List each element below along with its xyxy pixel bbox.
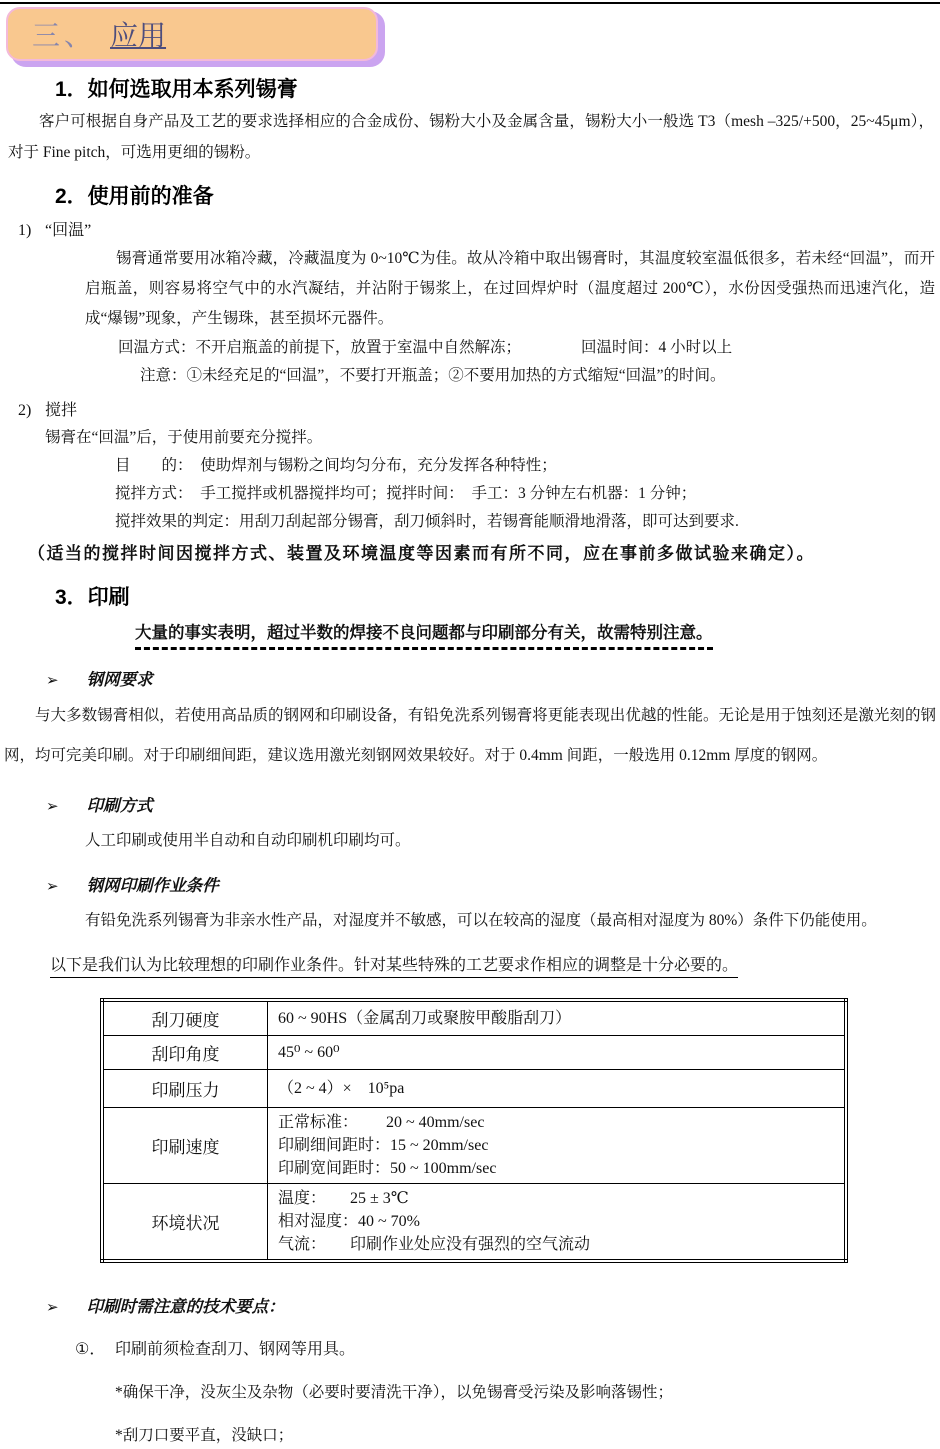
rewarm-method: 回温方式：不开启瓶盖的前提下，放置于室温中自然解冻； xyxy=(118,339,522,356)
arrow-bullet-icon: ➢ xyxy=(46,673,59,689)
item1-method-line xyxy=(118,334,940,362)
conditions-note: 以下是我们认为比较理想的印刷作业条件。针对某些特殊的工艺要求作相应的调整是十分必要的。 xyxy=(50,952,738,978)
item2-marker: 2) xyxy=(18,402,32,419)
arrow-bullet-icon: ➢ xyxy=(46,799,59,815)
circled-one-marker: ①． xyxy=(75,1341,106,1358)
table-value-cell xyxy=(268,1108,847,1184)
print-conditions-paragraph: 有铅免洗系列锡膏为非亲水性产品，对湿度并不敏感，可以在较高的湿度（最高相对湿度为 80%）条件下仍能使用。 xyxy=(85,912,877,929)
table-row xyxy=(102,1108,846,1184)
stir-purpose: 目 的： 使助焊剂与锡粉之间均匀分布，充分发挥各种特性； xyxy=(115,457,557,474)
stir-bold-note: （适当的搅拌时间因搅拌方式、装置及环境温度等因素而有所不同，应在事前多做试验来确定）。 xyxy=(28,544,815,563)
tips-item-1 xyxy=(75,1337,940,1363)
table-value-line: 正常标准： 20 ~ 40mm/sec xyxy=(278,1114,485,1131)
conditions-note-wrap xyxy=(50,952,940,978)
stencil-req-paragraph: 与大多数锡膏相似，若使用高品质的钢网和印刷设备，有铅免洗系列锡膏将更能表现出优越的性能。无论是用于蚀刻还是激光刻的钢网，均可完美印刷。对于印刷细间距，建议选用激光刻钢网效果较好。对于 0.4mm 间距，一般选用 0.12mm 厚度的钢网。 xyxy=(4,707,936,764)
table-value-cell xyxy=(268,1070,847,1108)
tips-sub-1: *确保干净，没灰尘及杂物（必要时要清洗干净），以免锡膏受污染及影响落锡性； xyxy=(115,1384,674,1401)
section1-paragraph: 客户可根据自身产品及工艺的要求选择相应的合金成份、锡粉大小及金属含量，锡粉大小一般选 T3（mesh –325/+500，25~45μm），对于 Fine pitch，可选用更细的锡粉。 xyxy=(8,113,934,161)
stir-machine: 机器：1 分钟； xyxy=(591,485,697,502)
stir-method: 搅拌方式： 手工搅拌或机器搅拌均可； xyxy=(115,485,387,502)
tips-sub-2: *刮刀口要平直，没缺口； xyxy=(115,1427,294,1444)
table-value-line: （2 ~ 4）× 10⁵pa xyxy=(278,1080,405,1097)
bullet-print-tips xyxy=(46,1293,940,1317)
table-row xyxy=(102,1184,846,1262)
table-value-line: 印刷细间距时：15 ~ 20mm/sec xyxy=(278,1137,489,1154)
section1-heading: 1．如何选取用本系列锡膏 xyxy=(55,78,298,101)
rewarm-time: 回温时间：4 小时以上 xyxy=(581,339,733,356)
item2-row xyxy=(18,397,940,424)
document-page xyxy=(0,2,940,1444)
table-row xyxy=(102,1000,846,1036)
item1-marker: 1) xyxy=(18,222,32,239)
table-value-line: 45⁰ ~ 60⁰ xyxy=(278,1044,340,1061)
table-value-cell xyxy=(268,1000,847,1036)
bullet-print-conditions-title: 钢网印刷作业条件 xyxy=(86,877,219,895)
print-statement-wrap xyxy=(135,619,940,650)
arrow-bullet-icon: ➢ xyxy=(46,1300,59,1316)
item1-paragraph: 锡膏通常要用冰箱冷藏，冷藏温度为 0~10℃为佳。故从冷箱中取出锡膏时，其温度较室温低很多，若未经“回温”，而开启瓶盖，则容易将空气中的水汽凝结，并沾附于锡浆上，在过回焊炉时（温度超过 200℃），水份因受强热而迅速汽化，造成“爆锡”现象，产生锡珠，甚至损坏元器件。 xyxy=(85,250,935,327)
bullet-print-conditions xyxy=(46,872,940,896)
section3-heading: 3．印刷 xyxy=(55,586,130,609)
table-label-cell: 刮印角度 xyxy=(102,1036,268,1070)
section2-heading: 2．使用前的准备 xyxy=(55,185,214,208)
stir-judge-line xyxy=(115,508,940,536)
table-value-line: 温度： 25 ± 3℃ xyxy=(278,1190,409,1207)
bullet-stencil-req-title: 钢网要求 xyxy=(86,671,153,689)
stir-method-line xyxy=(115,480,940,508)
bullet-print-tips-title: 印刷时需注意的技术要点： xyxy=(86,1298,285,1316)
banner-title: 应用 xyxy=(110,21,167,52)
table-label-cell: 印刷速度 xyxy=(102,1108,268,1184)
bullet-print-method-title: 印刷方式 xyxy=(86,797,153,815)
table-value-cell xyxy=(268,1036,847,1070)
table-value-line: 气流： 印刷作业处应没有强烈的空气流动 xyxy=(278,1236,591,1253)
page-top-rule xyxy=(0,2,940,4)
stir-time: 搅拌时间： 手工：3 分钟左右 xyxy=(386,485,592,502)
table-value-cell xyxy=(268,1184,847,1262)
banner-number: 三、 xyxy=(32,21,97,52)
stir-judge: 搅拌效果的判定：用刮刀刮起部分锡膏，刮刀倾斜时，若锡膏能顺滑地滑落，即可达到要求. xyxy=(115,513,739,530)
item1-note-line xyxy=(140,362,940,390)
table-row xyxy=(102,1070,846,1108)
table-value-line: 印刷宽间距时：50 ~ 100mm/sec xyxy=(278,1160,497,1177)
print-conditions-table xyxy=(100,998,848,1263)
bullet-stencil-req xyxy=(46,666,940,690)
print-method-paragraph: 人工印刷或使用半自动和自动印刷机印刷均可。 xyxy=(85,832,411,849)
table-value-line: 60 ~ 90HS（金属刮刀或聚胺甲酸脂刮刀） xyxy=(278,1010,572,1027)
item1-row xyxy=(18,217,940,244)
table-row xyxy=(102,1036,846,1070)
table-label-cell: 环境状况 xyxy=(102,1184,268,1262)
table-label-cell: 刮刀硬度 xyxy=(102,1000,268,1036)
stir-purpose-line xyxy=(115,452,940,480)
bullet-print-method xyxy=(46,792,940,816)
rewarm-note1: 注意：①未经充足的“回温”，不要打开瓶盖； xyxy=(140,367,449,384)
rewarm-note2: ②不要用加热的方式缩短“回温”的时间。 xyxy=(448,367,726,384)
table-value-line: 相对湿度：40 ~ 70% xyxy=(278,1213,420,1230)
tips-item-1-text: 印刷前须检查刮刀、钢网等用具。 xyxy=(115,1341,356,1358)
item2-title: 搅拌 xyxy=(45,402,78,419)
stir-intro: 锡膏在“回温”后，于使用前要充分搅拌。 xyxy=(45,429,323,446)
item1-title: “回温” xyxy=(45,222,92,239)
arrow-bullet-icon: ➢ xyxy=(46,879,59,895)
print-statement: 大量的事实表明，超过半数的焊接不良问题都与印刷部分有关，故需特别注意。 xyxy=(135,619,713,650)
table-label-cell: 印刷压力 xyxy=(102,1070,268,1108)
section-banner xyxy=(6,7,378,61)
